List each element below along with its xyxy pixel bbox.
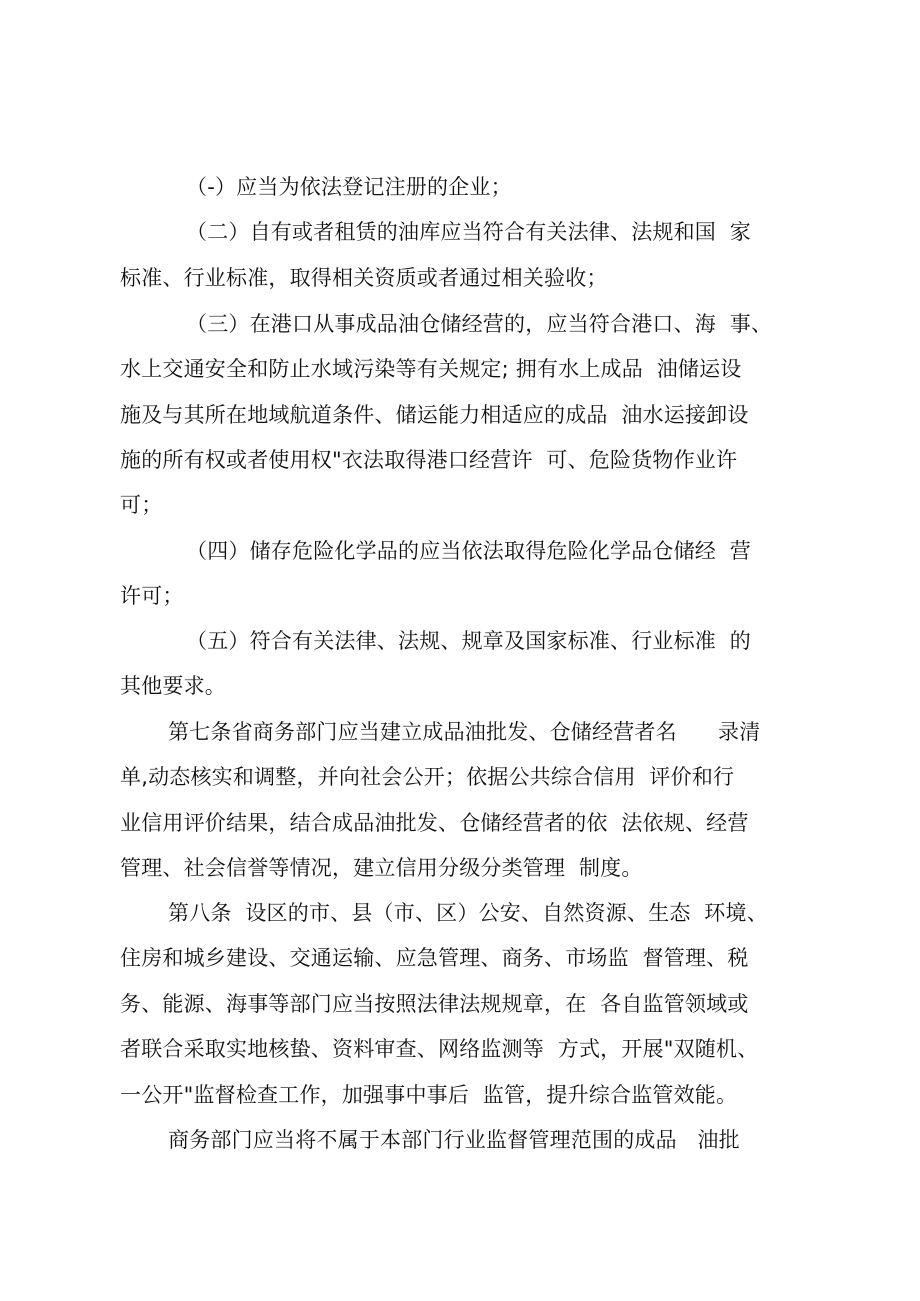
paragraph-line: 单,动态核实和调整，并向社会公开；依据公共综合信用 评价和行 <box>120 765 735 789</box>
article-8-heading-line: 第八条 设区的市、县（市、区）公安、自然资源、生态 环境、 <box>168 901 768 925</box>
paragraph-line: 管理、社会信誉等情况，建立信用分级分类管理 制度。 <box>120 856 643 880</box>
paragraph-line: （三）在港口从事成品油仓储经营的，应当符合港口、海 事、 <box>186 312 773 336</box>
paragraph-line: 务、能源、海事等部门应当按照法律法规规章，在 各自监管领域或 <box>120 992 749 1016</box>
paragraph-line: 许可； <box>120 584 184 608</box>
paragraph-line: 者联合采取实地核蛰、资料审查、网络监测等 方式，开展"双随机、 <box>120 1037 759 1061</box>
paragraph-line: （四）储存危险化学品的应当依法取得危险化学品仓储经 营 <box>186 539 751 563</box>
paragraph-line: （-）应当为依法登记注册的企业； <box>186 175 512 199</box>
paragraph-line: 住房和城乡建设、交通运输、应急管理、商务、市场监 督管理、税 <box>120 946 749 970</box>
paragraph-line: 商务部门应当将不属于本部门行业监督管理范围的成品 油批 <box>168 1128 740 1152</box>
paragraph-line: 施及与其所在地域航道条件、储运能力相适应的成品 油水运接卸设 <box>120 403 749 427</box>
paragraph-line: 其他要求。 <box>120 674 226 698</box>
paragraph-line: 水上交通安全和防止水域污染等有关规定; 拥有水上成品 油储运设 <box>120 357 742 381</box>
paragraph-line: 一公开"监督检查工作，加强事中事后 监管，提升综合监管效能。 <box>120 1083 738 1107</box>
paragraph-line: 标准、行业标准，取得相关资质或者通过相关验收； <box>120 266 608 290</box>
paragraph-line: （五）符合有关法律、法规、规章及国家标准、行业标准 的 <box>186 629 751 653</box>
article-7-heading-line: 第七条省商务部门应当建立成品油批发、仓储经营者名 录清 <box>168 720 761 744</box>
paragraph-line: 业信用评价结果，结合成品油批发、仓储经营者的依 法依规、经营 <box>120 811 749 835</box>
paragraph-line: 施的所有权或者使用权"衣法取得港口经营许 可、危险货物作业许 <box>120 448 738 472</box>
paragraph-line: 可； <box>120 493 163 517</box>
paragraph-line: （二）自有或者租赁的油库应当符合有关法律、法规和国 家 <box>186 220 751 244</box>
